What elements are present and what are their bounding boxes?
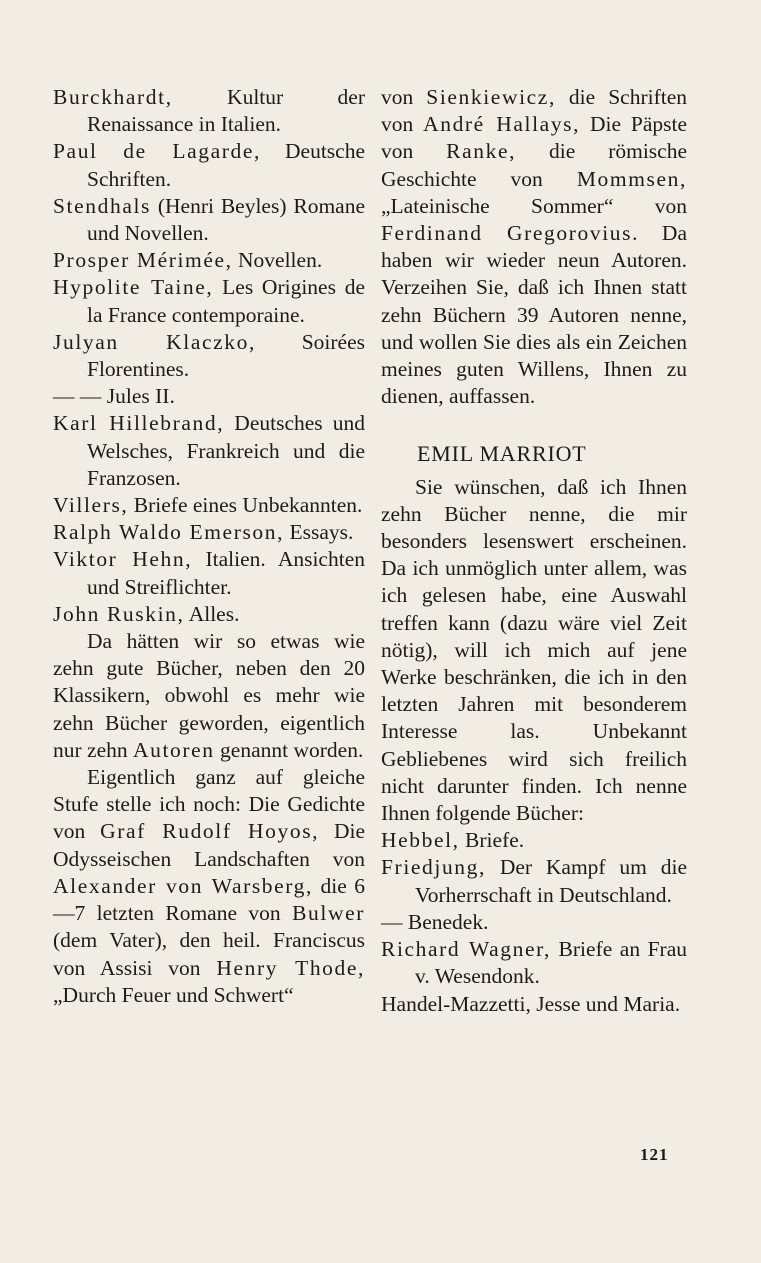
list-item: Paul de Lagarde, Deutsche Schriften. xyxy=(53,139,365,191)
author-name: Richard Wagner, xyxy=(381,937,552,962)
list-item: Hypolite Taine, Les Origines de la France contemporaine. xyxy=(53,275,365,327)
list-item: Villers, Briefe eines Unbekannten. xyxy=(53,493,363,518)
list-item: — — Jules II. xyxy=(53,384,175,409)
author-name: Hebbel, xyxy=(381,828,460,853)
left-column xyxy=(53,84,365,1009)
list-item: Hebbel, Briefe. xyxy=(381,828,525,853)
list-item: Stendhals (Henri Beyles) Romane und Novellen. xyxy=(53,193,365,246)
list-item: Burckhardt, Kultur der Renaissance in Italien. xyxy=(53,85,365,137)
list-item: Handel-Mazzetti, Jesse und Maria. xyxy=(381,991,681,1016)
list-item: Karl Hillebrand, Deutsches und Welsches, Frankreich und die Franzosen. xyxy=(53,411,365,490)
paragraph: Eigentlich ganz auf gleiche Stufe stelle ich noch: Die Gedichte von Graf Rudolf Hoyos, Die Odysseischen Landschaften von Alexander von Warsberg, die 6—7 letzten Romane von Bulwer (dem Vater), den heil. Franciscus von Assisi von Henry Thode, „Durch Feuer und Schwert“ xyxy=(53,765,366,1007)
author-name: Karl Hillebrand, xyxy=(53,411,225,436)
author-name: Prosper Mérimée, xyxy=(53,248,233,273)
author-name: Villers, xyxy=(53,493,129,518)
author-name: Viktor Hehn, xyxy=(53,547,193,572)
paragraph: Da hätten wir so etwas wie zehn gute Bücher, neben den 20 Klassikern, obwohl es mehr wie zehn Bücher geworden, eigentlich nur zehn Autoren genannt worden. xyxy=(53,629,365,762)
author-name: Stendhals xyxy=(53,193,152,218)
list-item: — Benedek. xyxy=(381,909,489,934)
author-name: John Ruskin, xyxy=(53,601,185,626)
paragraph: Sie wünschen, daß ich Ihnen zehn Bücher nenne, die mir besonders lesenswert erscheinen. Da ich unmöglich unter allem, was ich gelesen habe, eine Auswahl treffen kann (dazu wäre viel Zeit nötig), will ich mich auf jene Werke beschränken, die ich in den letzten Jahren mit besonderem Interesse las. Unbekannt Gebliebenes wird sich freilich nicht darunter finden. Ich nenne Ihnen folgende Bücher: xyxy=(381,474,687,826)
author-name: Julyan Klaczko, xyxy=(53,329,256,354)
list-item: Friedjung, Der Kampf um die Vorherrschaft in Deutschland. xyxy=(381,855,687,907)
author-name: Ralph Waldo Emerson, xyxy=(53,520,285,545)
author-name: Paul de Lagarde, xyxy=(53,139,261,164)
list-item: Viktor Hehn, Italien. Ansichten und Streiflichter. xyxy=(53,547,365,599)
page-number: 121 xyxy=(640,1145,669,1164)
author-name: Burckhardt, xyxy=(53,85,173,109)
list-item: Richard Wagner, Briefe an Frau v. Wesendonk. xyxy=(381,937,687,989)
right-column xyxy=(381,84,687,1018)
list-item: Julyan Klaczko, Soirées Florentines. xyxy=(53,329,365,382)
author-name: Hypolite Taine, xyxy=(53,275,214,300)
list-item: Prosper Mérimée, Novellen. xyxy=(53,248,323,273)
paragraph: von Sienkiewicz, die Schriften von André Hallays, Die Päpste von Ranke, die römische Geschichte von Mommsen, „Lateinische Sommer“ von Ferdinand Gregorovius. Da haben wir wieder neun Autoren. Verzeihen Sie, daß ich Ihnen statt zehn Büchern 39 Autoren nenne, und wollen Sie dies als ein Zeichen meines guten Willens, Ihnen zu dienen, auffassen. xyxy=(381,85,688,409)
list-item: John Ruskin, Alles. xyxy=(53,601,240,626)
list-item: Ralph Waldo Emerson, Essays. xyxy=(53,520,354,545)
section-heading: EMIL MARRIOT xyxy=(417,441,587,467)
author-name: Friedjung, xyxy=(381,855,486,880)
